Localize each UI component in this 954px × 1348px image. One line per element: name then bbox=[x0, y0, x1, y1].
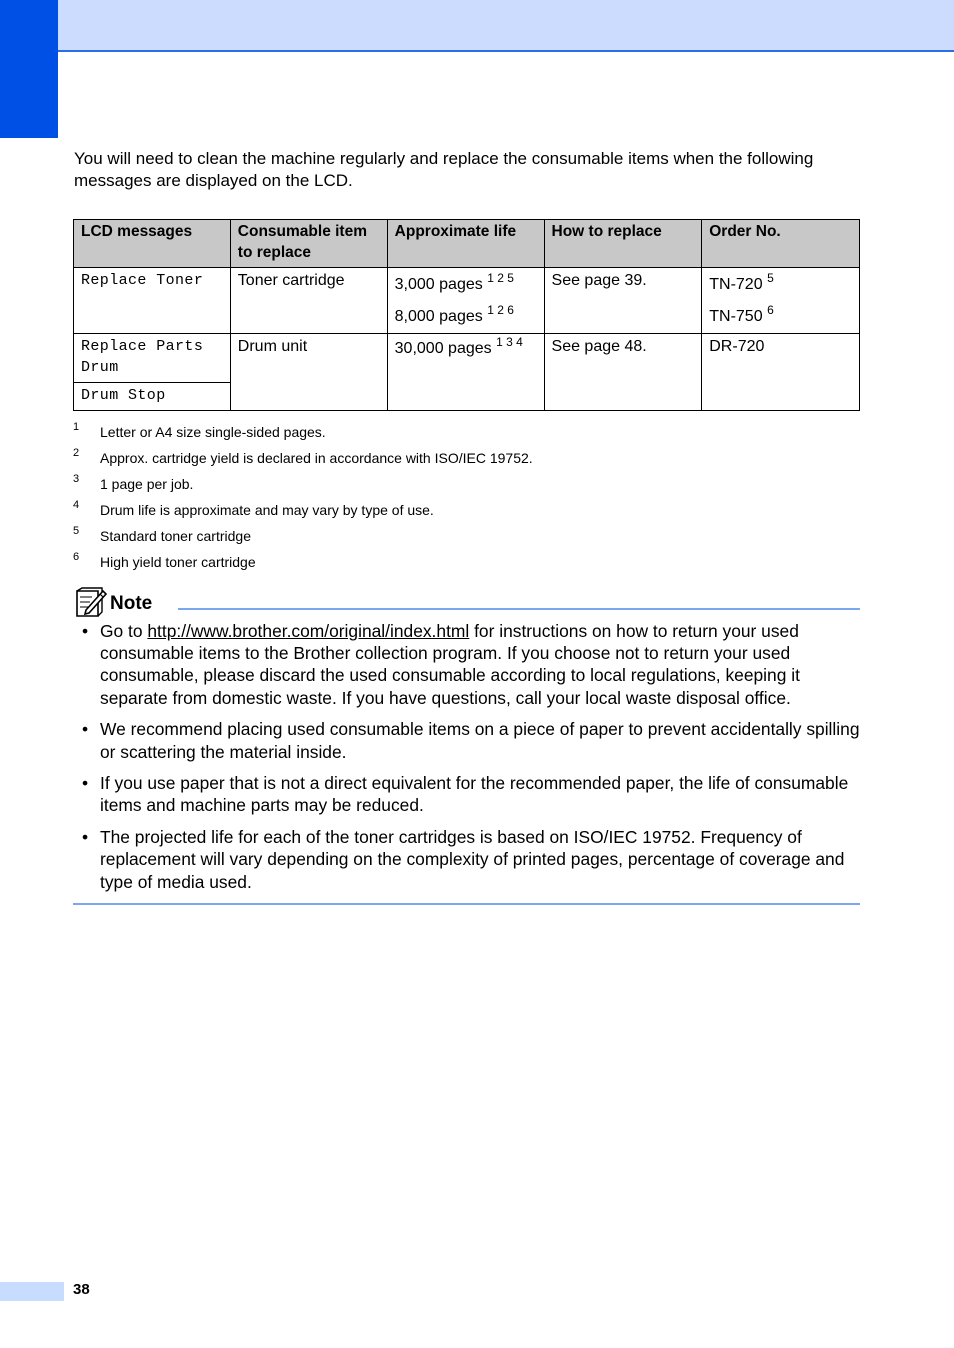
life-value: 30,000 pages bbox=[394, 340, 492, 357]
note-bottom-rule bbox=[73, 903, 860, 905]
note-text: Go to bbox=[100, 621, 148, 641]
bullet: • bbox=[82, 621, 89, 641]
consumable-item: Toner cartridge bbox=[230, 268, 387, 334]
order-value: TN-720 bbox=[709, 276, 763, 293]
order-number bbox=[702, 268, 860, 334]
consumables-table bbox=[73, 219, 860, 411]
page-number-tab bbox=[0, 1282, 64, 1301]
footnote-refs: 1 2 5 bbox=[487, 271, 514, 285]
table-row bbox=[74, 268, 860, 334]
footnote-number: 6 bbox=[73, 551, 80, 563]
footnote-text: Standard toner cartridge bbox=[100, 528, 251, 544]
header-consumable-item: Consumable item to replace bbox=[230, 220, 387, 268]
approximate-life bbox=[387, 334, 544, 411]
lcd-message: Replace Toner bbox=[74, 268, 231, 334]
list-item bbox=[74, 772, 860, 816]
footnote-refs: 6 bbox=[767, 303, 774, 317]
bullet: • bbox=[82, 719, 89, 740]
footnote-text: Letter or A4 size single-sided pages. bbox=[100, 424, 326, 440]
note-text: for instructions on how to return your used consumable items to the Brother collection program. If you choose not to return your used consumable, please discard the used consumable according to local regulations, keeping it separate from domestic waste. If you have questions, call your local waste disposal office. bbox=[100, 621, 800, 708]
footnote-refs: 5 bbox=[767, 271, 774, 285]
list-item bbox=[74, 620, 860, 709]
footnote-number: 5 bbox=[73, 525, 80, 537]
approximate-life bbox=[387, 268, 544, 334]
list-item bbox=[74, 718, 860, 762]
note-divider bbox=[178, 608, 860, 610]
footnote-number: 1 bbox=[73, 421, 80, 433]
footnote-text: Approx. cartridge yield is declared in accordance with ISO/IEC 19752. bbox=[100, 450, 533, 466]
brother-collection-link[interactable]: http://www.brother.com/original/index.html bbox=[147, 621, 470, 641]
note-list bbox=[74, 620, 860, 902]
footnote-text: 1 page per job. bbox=[100, 476, 194, 492]
consumable-item: Drum unit bbox=[230, 334, 387, 411]
page-number: 38 bbox=[73, 1281, 90, 1298]
footnote-refs: 1 2 6 bbox=[487, 303, 514, 317]
note-text: We recommend placing used consumable items on a piece of paper to prevent accidentally spilling or scattering the material inside. bbox=[100, 719, 860, 762]
bullet: • bbox=[82, 773, 89, 794]
header-approximate-life: Approximate life bbox=[387, 220, 544, 268]
note-text: The projected life for each of the toner cartridges is based on ISO/IEC 19752. Frequency of replacement will vary depending on the complexity of printed pages, percentage of coverage and type of media used. bbox=[100, 827, 845, 892]
life-value: 3,000 pages bbox=[394, 276, 483, 293]
footnote-text: Drum life is approximate and may vary by type of use. bbox=[100, 502, 434, 518]
note-title: Note bbox=[110, 593, 153, 614]
footnote-refs: 1 3 4 bbox=[496, 335, 523, 349]
list-item bbox=[74, 826, 860, 893]
header-how-to-replace: How to replace bbox=[544, 220, 702, 268]
lcd-message: Replace Parts Drum bbox=[74, 334, 231, 383]
table-row bbox=[74, 334, 860, 383]
header-band bbox=[0, 0, 954, 52]
footnote-number: 2 bbox=[73, 447, 80, 459]
life-value: 8,000 pages bbox=[394, 308, 483, 325]
footnote-number: 4 bbox=[73, 499, 80, 511]
note-header bbox=[74, 586, 860, 620]
footnote-text: High yield toner cartridge bbox=[100, 554, 256, 570]
note-text: If you use paper that is not a direct equivalent for the recommended paper, the life of consumable items and machine parts may be reduced. bbox=[100, 773, 849, 816]
table-header-row bbox=[74, 220, 860, 268]
lcd-message: Drum Stop bbox=[74, 383, 231, 411]
footnote-number: 3 bbox=[73, 473, 80, 485]
header-order-no: Order No. bbox=[702, 220, 860, 268]
bullet: • bbox=[82, 827, 89, 848]
order-value: TN-750 bbox=[709, 308, 763, 325]
order-number: DR-720 bbox=[702, 334, 860, 411]
how-to-replace: See page 48. bbox=[544, 334, 702, 411]
header-lcd-messages: LCD messages bbox=[74, 220, 231, 268]
intro-paragraph: You will need to clean the machine regularly and replace the consumable items when the following messages are displayed on the LCD. bbox=[74, 149, 814, 190]
how-to-replace: See page 39. bbox=[544, 268, 702, 334]
note-pencil-icon bbox=[74, 586, 108, 618]
chapter-tab bbox=[0, 0, 58, 138]
